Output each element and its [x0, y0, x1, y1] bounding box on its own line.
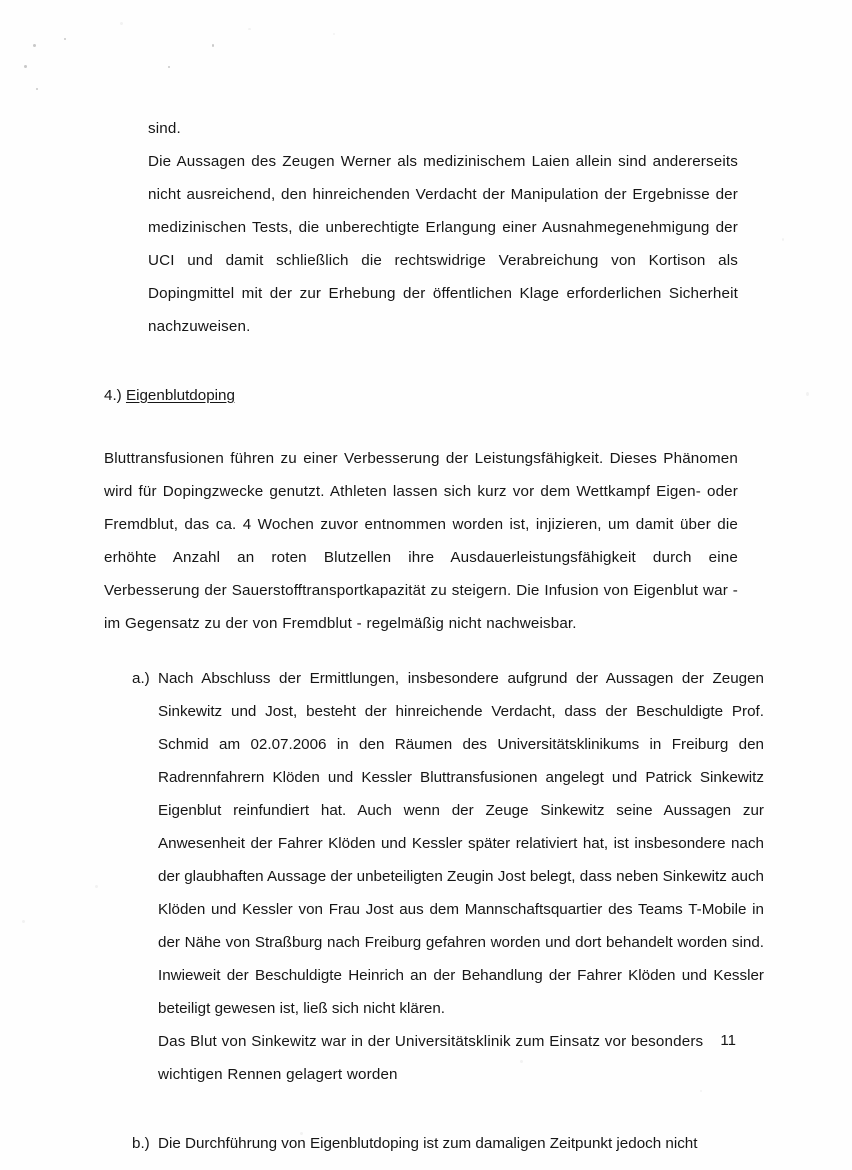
paragraph-das-blut-von-sinkewitz: Das Blut von Sinkewitz war in der Universitätsklinik zum Einsatz vor besonders wichtigen Rennen gelagert worden — [158, 1033, 704, 1083]
spacer — [104, 640, 738, 662]
spacer — [104, 1091, 738, 1127]
section-heading — [104, 379, 738, 412]
list-item-text: Die Durchführung von Eigenblutdoping ist zum damaligen Zeitpunkt jedoch nicht — [158, 1135, 698, 1152]
scan-speckle — [95, 885, 98, 888]
scan-speckle — [333, 33, 335, 35]
scan-speckle — [248, 28, 251, 30]
continued-line: sind. — [148, 120, 181, 137]
spacer — [104, 343, 738, 379]
scan-speckle — [24, 65, 27, 68]
list-item-marker: b.) — [132, 1135, 150, 1152]
spacer — [104, 412, 738, 442]
scan-speckle — [168, 66, 170, 68]
scan-speckle — [806, 392, 809, 396]
list-item — [132, 662, 764, 1025]
paragraph-bluttransfusionen: Bluttransfusionen führen zu einer Verbesserung der Leistungsfähigkeit. Dieses Phänomen wird für Dopingzwecke genutzt. Athleten lassen sich kurz vor dem Wettkampf Eigen- oder Fremdblut, das ca. 4 Wochen zuvor entnommen worden ist, injizieren, um damit über die erhöhte Anzahl an roten Blutzellen ihre Ausdauerleistungsfähigkeit durch eine Verbesserung der Sauerstofftransportkapazität zu steigern. Die Infusion von Eigenblut war - im Gegensatz zu der von Fremdblut - regelmäßig nicht nachweisbar. — [104, 450, 738, 632]
scan-speckle — [33, 44, 36, 47]
scan-speckle — [782, 238, 784, 241]
document-body — [104, 112, 764, 1160]
list-item — [132, 1127, 764, 1160]
scan-speckle — [212, 44, 214, 47]
continued-text-block — [148, 112, 738, 343]
list-item-text: Nach Abschluss der Ermittlungen, insbesondere aufgrund der Aussagen der Zeugen Sinkewitz und Jost, besteht der hinreichende Verdacht, dass der Beschuldigte Prof. Schmid am 02.07.2006 in den Räumen des Universitätsklinikums in Freiburg den Radrennfahrern Klöden und Kessler Bluttransfusionen angelegt und Patrick Sinkewitz Eigenblut reinfundiert hat. Auch wenn der Zeuge Sinkewitz seine Aussagen zur Anwesenheit der Fahrer Klöden und Kessler später relativiert hat, ist insbesondere nach der glaubhaften Aussage der unbeteiligten Zeugin Jost belegt, dass neben Sinkewitz auch Klöden und Kessler von Frau Jost aus dem Mannschaftsquartier des Teams T-Mobile in der Nähe von Straßburg nach Freiburg gefahren worden und dort behandelt worden sind. Inwieweit der Beschuldigte Heinrich an der Behandlung der Fahrer Klöden und Kessler beteiligt gewesen ist, ließ sich nicht klären. — [158, 670, 764, 1017]
scan-speckle — [120, 22, 123, 25]
section-heading-number: 4.) — [104, 387, 122, 404]
scan-speckle — [36, 88, 38, 90]
list-item-marker: a.) — [132, 670, 150, 687]
section-heading-title: Eigenblutdoping — [125, 387, 235, 404]
page-number: 11 — [720, 1032, 736, 1049]
scan-speckle — [64, 38, 66, 40]
paragraph-werner-aussagen: Die Aussagen des Zeugen Werner als medizinischem Laien allein sind andererseits nicht ausreichend, den hinreichenden Verdacht der Manipulation der Ergebnisse der medizinischen Tests, die unberechtigte Erlangung einer Ausnahmegenehmigung der UCI und damit schließlich die rechtswidrige Verabreichung von Kortison als Dopingmittel mit der zur Erhebung der öffentlichen Klage erforderlichen Sicherheit nachzuweisen. — [148, 153, 738, 335]
scan-speckle — [22, 920, 25, 923]
